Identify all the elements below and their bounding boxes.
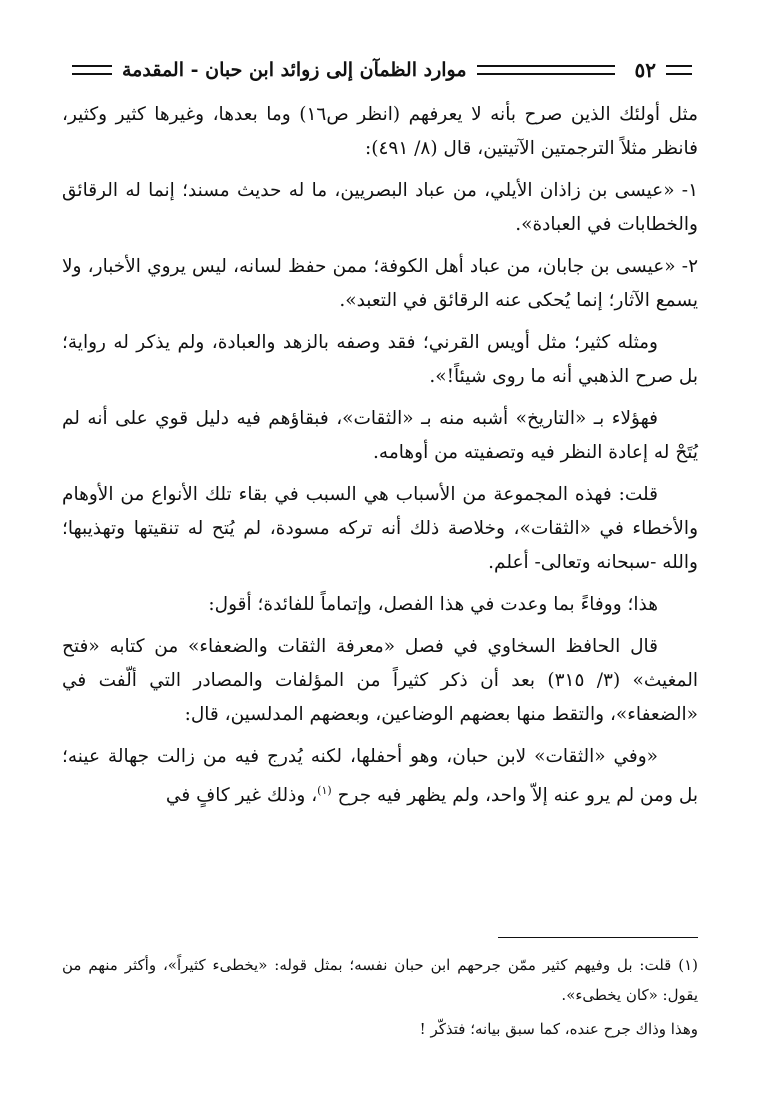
paragraph: ومثله كثير؛ مثل أويس القرني؛ فقد وصفه بالزهد والعبادة، ولم يذكر له رواية؛ بل صرح الذهبي أنه ما روى شيئاً!». bbox=[62, 332, 698, 387]
running-title: موارد الظمآن إلى زوائد ابن حبان - المقدمة bbox=[122, 59, 467, 81]
header-rule-left bbox=[72, 65, 112, 75]
page-number: ٥٢ bbox=[634, 58, 656, 82]
paragraph: فهؤلاء بـ «التاريخ» أشبه منه بـ «الثقات»، فبقاؤهم فيه دليل قوي على أنه لم يُتَحْ له إعادة النظر فيه وتصفيته من أوهامه. bbox=[62, 408, 698, 463]
footnote-1: (١) قلت: بل وفيهم كثير ممّن جرحهم ابن حبان نفسه؛ بمثل قوله: «يخطىء كثيراً»، وأكثر منهم من يقول: «كان يخطىء». bbox=[62, 956, 698, 1004]
footnote-marker: (١) bbox=[317, 784, 332, 797]
main-text bbox=[62, 98, 698, 821]
paragraph-with-footnote bbox=[62, 740, 698, 813]
footnote-1-continued: وهذا وذاك جرح عنده، كما سبق بيانه؛ فتذكّر ! bbox=[419, 1020, 698, 1038]
quote-item-1: ١- «عيسى بن زاذان الأيلي، من عباد البصريين، ما له حديث مسند؛ إنما له الرقائق والخطابات في العبادة». bbox=[62, 180, 698, 235]
paragraph: قلت: فهذه المجموعة من الأسباب هي السبب في بقاء تلك الأنواع من الأوهام والأخطاء في «الثقات»، وخلاصة ذلك أنه تركه مسودة، لم يُتح له تنقيتها وتهذيبها؛ والله -سبحانه وتعالى- أعلم. bbox=[62, 484, 698, 573]
paragraph-text: ، وذلك غير كافٍ في bbox=[165, 785, 318, 807]
paragraph: مثل أولئك الذين صرح بأنه لا يعرفهم (انظر ص١٦) وما بعدها، وغيرها كثير وكثير، فانظر مثلاً الترجمتين الآتيتين، قال (٨/ ٤٩١): bbox=[62, 104, 698, 159]
paragraph-text: «وفي «الثقات» لابن حبان، وهو أحفلها، لكنه يُدرج فيه من زالت جهالة عينه؛ بل ومن لم يرو عنه إلاّ واحد، ولم يظهر فيه جرح bbox=[62, 746, 698, 807]
running-header bbox=[72, 54, 692, 86]
quote-item-2: ٢- «عيسى بن جابان، من عباد أهل الكوفة؛ ممن حفظ لسانه، ليس يروي الأخبار، ولا يسمع الآثار؛ إنما يُحكى عنه الرقائق في التعبد». bbox=[62, 256, 698, 311]
header-rule-right bbox=[666, 65, 692, 75]
header-rule-middle bbox=[477, 65, 615, 75]
paragraph: هذا؛ ووفاءً بما وعدت في هذا الفصل، وإتماماً للفائدة؛ أقول: bbox=[208, 594, 658, 615]
footnote-separator bbox=[498, 937, 698, 938]
footnotes bbox=[62, 950, 698, 1044]
paragraph: قال الحافظ السخاوي في فصل «معرفة الثقات والضعفاء» من كتابه «فتح المغيث» (٣/ ٣١٥) بعد أن ذكر كثيراً من المؤلفات والمصادر التي ألّفت في «الضعفاء»، والتقط منها بعضهم الوضاعين، وبعضهم المدلسين، قال: bbox=[62, 636, 699, 725]
